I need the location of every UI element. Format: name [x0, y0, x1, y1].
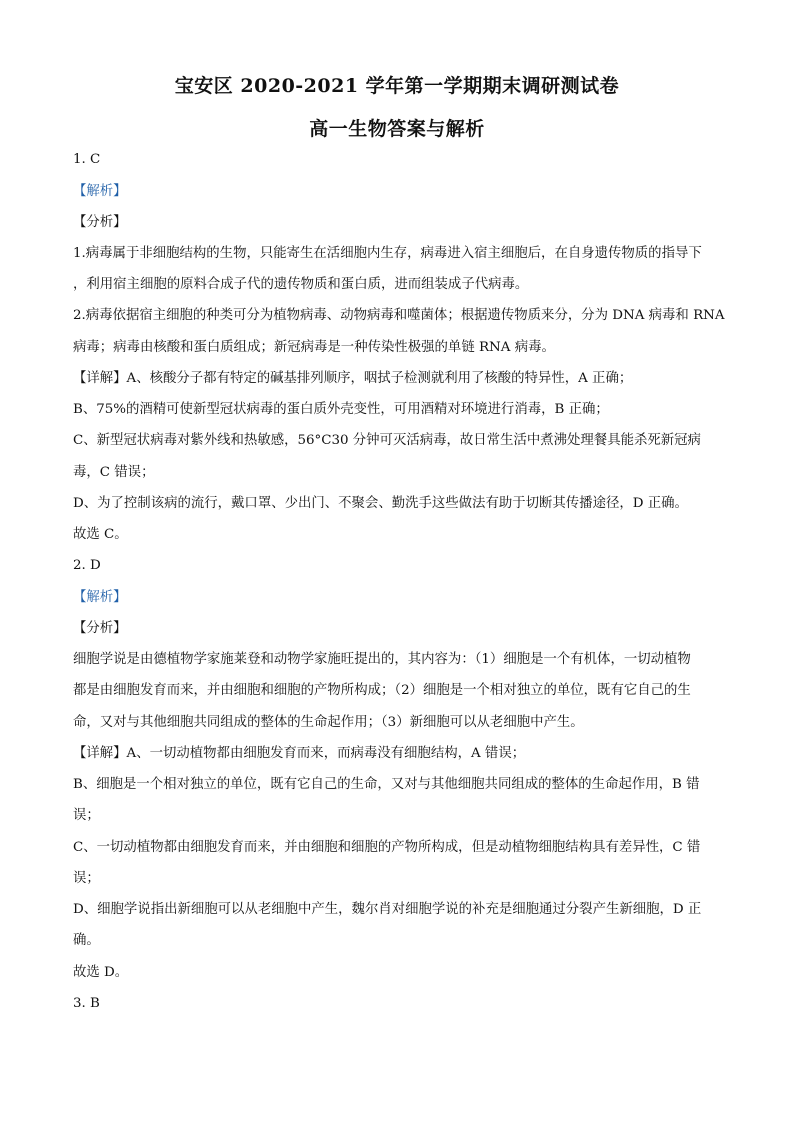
document-title: 宝安区 2020-2021 学年第一学期期末调研测试卷: [174, 75, 620, 97]
answer-key: 1. C: [73, 152, 101, 167]
text-line: 故选 C。: [73, 527, 128, 542]
text-line: 【详解】A、核酸分子都有特定的碱基排列顺序，咽拭子检测就利用了核酸的特异性，A 正确；: [73, 371, 633, 386]
text-line: 故选 D。: [73, 965, 129, 980]
text-line: 细胞学说是由德植物学家施莱登和动物学家施旺提出的，其内容为：（1）细胞是一个有机体，一切动植物: [73, 652, 691, 667]
text-line: 2.病毒依据宿主细胞的种类可分为植物病毒、动物病毒和噬菌体；根据遗传物质来分，分为 DNA 病毒和 RNA: [73, 308, 725, 323]
text-line: B、细胞是一个相对独立的单位，既有它自己的生命，又对与其他细胞共同组成的整体的生命起作用，B 错: [73, 777, 700, 792]
text-line: 【分析】: [73, 621, 127, 636]
text-line: 1.病毒属于非细胞结构的生物，只能寄生在活细胞内生存，病毒进入宿主细胞后，在自身遗传物质的指导下: [73, 246, 702, 261]
answer-key: 2. D: [73, 558, 101, 573]
section-tag-jiexi: 【解析】: [73, 590, 127, 605]
text-line: 误；: [73, 808, 100, 823]
section-tag-jiexi: 【解析】: [73, 184, 127, 199]
text-line: C、新型冠状病毒对紫外线和热敏感，56°C30 分钟可灭活病毒，故日常生活中煮沸处理餐具能杀死新冠病: [73, 433, 701, 448]
text-line: 毒，C 错误；: [73, 465, 155, 480]
text-line: 误；: [73, 871, 100, 886]
text-line: D、细胞学说指出新细胞可以从老细胞中产生，魏尔肖对细胞学说的补充是细胞通过分裂产生新细胞，D 正: [73, 902, 702, 917]
text-line: D、为了控制该病的流行，戴口罩、少出门、不聚会、勤洗手这些做法有助于切断其传播途径，D 正确。: [73, 496, 688, 511]
text-line: B、75%的酒精可使新型冠状病毒的蛋白质外壳变性，可用酒精对环境进行消毒，B 正确；: [73, 402, 609, 417]
text-line: 【详解】A、一切动植物都由细胞发育而来，而病毒没有细胞结构，A 错误；: [73, 746, 526, 761]
document-subtitle: 高一生物答案与解析: [309, 118, 485, 140]
text-line: C、一切动植物都由细胞发育而来，并由细胞和细胞的产物所构成，但是动植物细胞结构具有差异性，C 错: [73, 840, 701, 855]
text-line: 【分析】: [73, 215, 127, 230]
text-line: 命，又对与其他细胞共同组成的整体的生命起作用；（3）新细胞可以从老细胞中产生。: [73, 715, 584, 730]
text-line: 病毒；病毒由核酸和蛋白质组成；新冠病毒是一种传染性极强的单链 RNA 病毒。: [73, 340, 555, 355]
text-line: 确。: [73, 933, 100, 948]
text-line: 都是由细胞发育而来，并由细胞和细胞的产物所构成；（2）细胞是一个相对独立的单位，既有它自己的生: [73, 683, 691, 698]
text-line: ，利用宿主细胞的原料合成子代的遗传物质和蛋白质，进而组装成子代病毒。: [73, 277, 529, 292]
answer-key: 3. B: [73, 996, 100, 1011]
